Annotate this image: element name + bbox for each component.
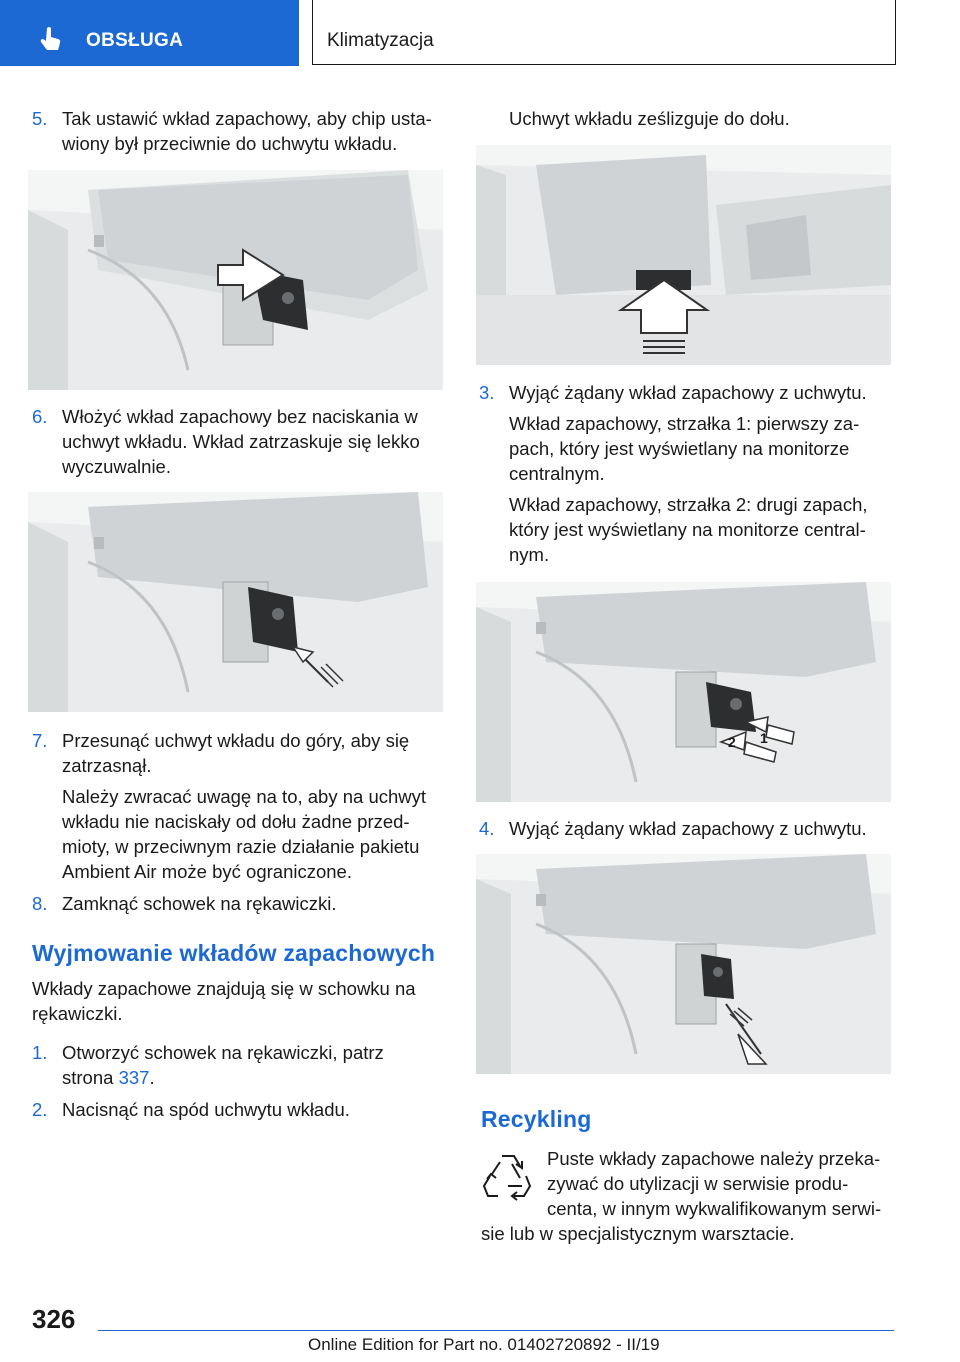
step-7-note-4: Ambient Air może być ograniczone. [62, 861, 352, 882]
step-7-line-1: Przesunąć uchwyt wkładu do góry, aby się [62, 730, 410, 751]
hand-pointer-icon [38, 26, 64, 52]
section-tab[interactable] [0, 0, 299, 66]
removal-step-2-line-1: Nacisnąć na spód uchwytu wkładu. [62, 1099, 350, 1120]
arrow-2-desc-line-2: który jest wyświetlany na monitorze central‐ [509, 519, 866, 540]
step-7-note-2: wkładu nie naciskały od dołu żadne przed‐ [62, 811, 410, 832]
removal-intro-line-2: rękawiczki. [32, 1003, 123, 1024]
figure-pull-out-cartridge [476, 854, 891, 1074]
chapter-header [312, 0, 896, 65]
removal-step-4-number: 4. [479, 818, 495, 839]
removal-step-1-line-1: Otworzyć schowek na rękawiczki, patrz [62, 1042, 384, 1063]
arrow-2-desc-line-3: nym. [509, 544, 550, 565]
footer-edition: Online Edition for Part no. 01402720892 - II/19 [308, 1335, 660, 1354]
recycling-icon [482, 1150, 534, 1202]
page-link-337[interactable]: 337 [118, 1067, 150, 1088]
step-7-line-2: zatrzasnął. [62, 755, 152, 776]
arrow-label-2: 2 [728, 734, 736, 750]
arrow-2-desc-line-1: Wkład zapachowy, strzałka 2: drugi zapach, [509, 494, 868, 515]
step-2-continuation: Uchwyt wkładu ześlizguje do dołu. [509, 108, 790, 129]
figure-holder-slides-down [476, 145, 891, 365]
step-8-line-1: Zamknąć schowek na rękawiczki. [62, 893, 337, 914]
figure-two-cartridges [476, 582, 891, 802]
removal-step-4-line-1: Wyjąć żądany wkład zapachowy z uchwytu. [509, 818, 867, 839]
page-number: 326 [32, 1304, 76, 1334]
chapter-title: Klimatyzacja [327, 30, 434, 51]
step-7-number: 7. [32, 730, 48, 751]
removal-step-3-number: 3. [479, 382, 495, 403]
section-heading-removal: Wyjmowanie wkładów zapachowych [32, 940, 436, 966]
recycling-line-1: Puste wkłady zapachowe należy przeka‐ [547, 1148, 881, 1169]
arrow-label-1: 1 [760, 730, 768, 746]
figure-insert-cartridge [28, 170, 443, 390]
section-heading-recycling: Recykling [481, 1106, 592, 1132]
removal-step-1-line-2: strona 337. [62, 1067, 155, 1088]
step-5-line-2: wiony był przeciwnie do uchwytu wkładu. [62, 133, 398, 154]
recycling-line-2: zywać do utylizacji w serwisie produ‐ [547, 1173, 849, 1194]
removal-intro-line-1: Wkłady zapachowe znajdują się w schowku na [32, 978, 416, 999]
step-6-number: 6. [32, 406, 48, 427]
arrow-1-desc-line-2: pach, który jest wyświetlany na monitorze [509, 438, 850, 459]
step-5-line-1: Tak ustawić wkład zapachowy, aby chip usta‐ [62, 108, 432, 129]
arrow-1-desc-line-1: Wkład zapachowy, strzałka 1: pierwszy za‐ [509, 413, 860, 434]
removal-step-1-number: 1. [32, 1042, 48, 1063]
recycling-line-3: centa, w innym wykwalifikowanym serwi‐ [547, 1198, 882, 1219]
removal-step-3-line-1: Wyjąć żądany wkład zapachowy z uchwytu. [509, 382, 867, 403]
step-6-line-2: uchwyt wkładu. Wkład zatrzaskuje się lekko [62, 431, 420, 452]
step-7-note-1: Należy zwracać uwagę na to, aby na uchwyt [62, 786, 427, 807]
footer-divider [98, 1330, 894, 1331]
step-5-number: 5. [32, 108, 48, 129]
figure-cartridge-inserted [28, 492, 443, 712]
step-7-note-3: mioty, w przeciwnym razie działanie pakietu [62, 836, 420, 857]
step-6-line-3: wyczuwalnie. [62, 456, 171, 477]
section-tab-label: OBSŁUGA [86, 30, 184, 51]
step-6-line-1: Włożyć wkład zapachowy bez naciskania w [62, 406, 418, 427]
step-8-number: 8. [32, 893, 48, 914]
recycling-line-4: sie lub w specjalistycznym warsztacie. [481, 1223, 795, 1244]
arrow-1-desc-line-3: centralnym. [509, 463, 605, 484]
removal-step-2-number: 2. [32, 1099, 48, 1120]
